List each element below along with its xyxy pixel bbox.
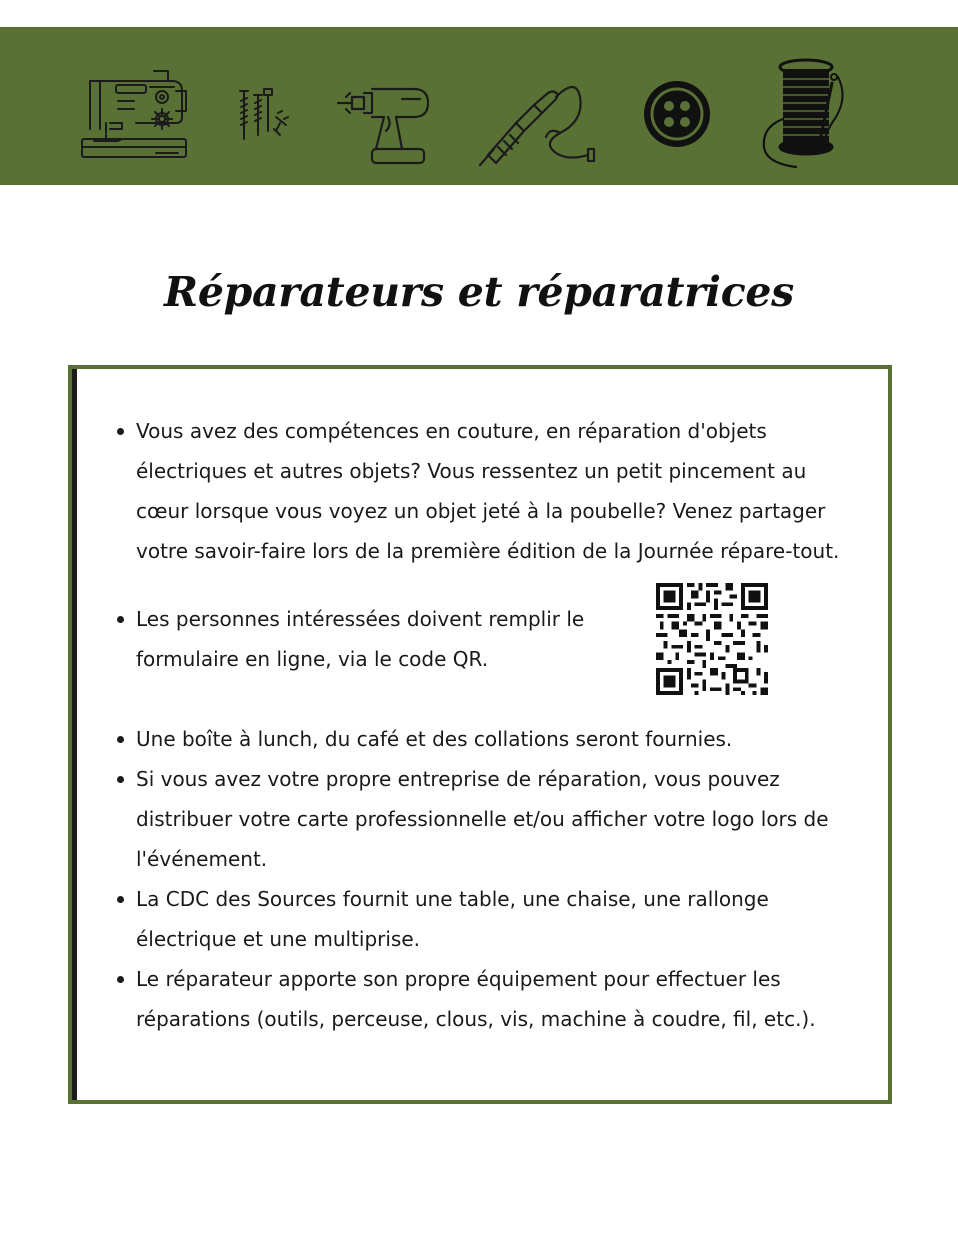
thread-spool-icon: [756, 57, 852, 171]
sewing-machine-icon: [78, 67, 190, 163]
qr-code-image: [656, 583, 768, 695]
list-item: Si vous avez votre propre entreprise de réparation, vous pouvez distribuer votre carte professionnelle et/ou afficher votre logo lors de l'événement.: [136, 759, 846, 879]
list-item: Le réparateur apporte son propre équipement pour effectuer les réparations (outils, perceuse, clous, vis, machine à coudre, fil, etc.).: [136, 959, 816, 1039]
page-title: Réparateurs et réparatrices: [164, 268, 794, 316]
info-card: [68, 365, 892, 1104]
header-banner: [0, 27, 958, 185]
list-item: La CDC des Sources fournit une table, une chaise, une rallonge électrique et une multiprise.: [136, 879, 796, 959]
list-item: Une boîte à lunch, du café et des collations seront fournies.: [136, 719, 856, 759]
nails-screws-icon: [236, 85, 292, 143]
button-icon: [642, 79, 712, 149]
list-item: Vous avez des compétences en couture, en réparation d'objets électriques et autres objets? Vous ressentez un petit pincement au cœur lorsque vous voyez un objet jeté à la poubelle? Venez partager votre savoir-faire lors de la première édition de la Journée répare-tout.: [136, 411, 856, 571]
drill-icon: [336, 65, 432, 167]
soldering-iron-icon: [476, 63, 598, 169]
list-item: Les personnes intéressées doivent remplir le formulaire en ligne, via le code QR.: [136, 599, 596, 679]
